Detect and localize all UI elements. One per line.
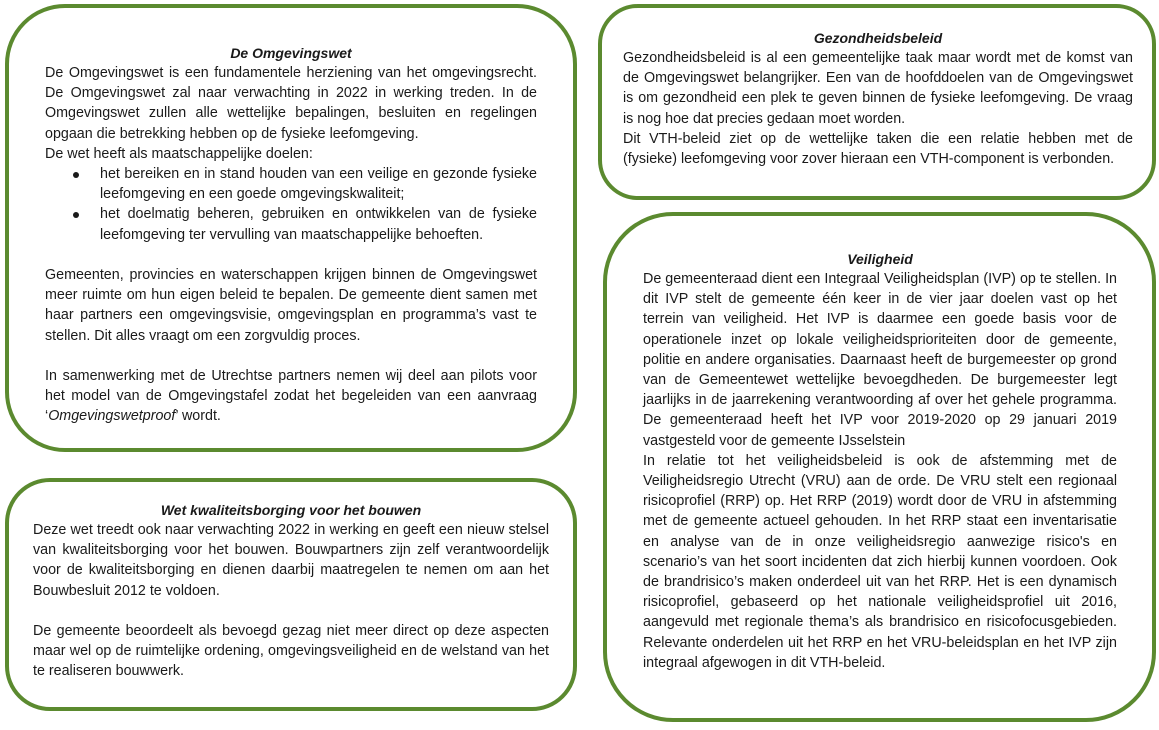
kwaliteitsborging-paragraph-2: De gemeente beoordeelt als bevoegd gezag niet meer direct op deze aspecten maar wel op de ruimtelijke ordening, omgevingsveiligheid en de welstand van het te realiseren bouwwerk. [33,623,549,680]
omgevingswet-intro: De Omgevingswet is een fundamentele herziening van het omgevingsrecht. De Omgevingswet zal naar verwachting in 2022 in werking treden. In de Omgevingswet zullen alle wettelijke bepalingen, besluiten en regelingen opgaan die betrekking hebben op de fysieke leefomgeving. [45,65,537,142]
gezondheidsbeleid-paragraph-2: Dit VTH-beleid ziet op de wettelijke taken die een relatie hebben met de (fysieke) leefomgeving voor zover hieraan een VTH-component is verbonden. [623,130,1133,168]
gezondheidsbeleid-title: Gezondheidsbeleid [813,30,943,46]
veiligheid-paragraph-2: In relatie tot het veiligheidsbeleid is ook de afstemming met de Veiligheidsregio Utrecht (VRU) aan de orde. De VRU stelt een regionaal risicoprofiel (RRP) op. Het RRP (2019) wordt door de VRU in afstemming met de gemeente actueel gehouden. In het RRP staat een inventarisatie en analyse van de in onze veiligheidsregio aanwezige risico's en scenario’s van het soort incidenten dat zich hierbij kunnen voordoen. Ook de brandrisico’s maken onderdeel uit van het RRP. Het is een dynamisch risicoprofiel, gebaseerd op het nationale veiligheidsprofiel uit 2016, aangevuld met regionale thema’s als brandrisico en risicofocusgebieden. Relevante onderdelen uit het RRP en het VRU-beleidsplan en het IVP zijn integraal afgewogen in dit VTH-beleid. [643,452,1117,671]
omgevingswet-paragraph-3 [45,366,537,427]
gezondheidsbeleid-paragraph-1: Gezondheidsbeleid is al een gemeentelijke taak maar wordt met de komst van de Omgevingswet belangrijker. Een van de hoofddoelen van de Omgevingswet is om gezondheid een plek te geven binnen de fysieke leefomgeving. De vraag is nog hoe dat precies gedaan moet worden. [623,50,1133,127]
paragraph-3-emphasis: Omgevingswetproof [48,408,176,425]
omgevingswet-goals-list [45,164,537,245]
omgevingswet-goals-lead: De wet heeft als maatschappelijke doelen: [45,145,313,162]
omgevingswet-paragraph-2: Gemeenten, provincies en waterschappen krijgen binnen de Omgevingswet meer ruimte om hun eigen beleid te bepalen. De gemeente dient samen met haar partners een omgevingsvisie, omgevingsplan en programma’s vast te stellen. Dit alles vraagt om een zorgvuldig proces. [45,267,537,344]
kwaliteitsborging-panel [5,478,577,711]
paragraph-3-start: In samenwerking met de Utrechtse partners nemen wij deel aan pilots voor het model van de Omgevingstafel zodat het begeleiden van een aanvraag ‘ [45,368,537,425]
goal-item: het bereiken en in stand houden van een veilige en gezonde fysieke leefomgeving en een goede omgevingskwaliteit; [100,164,537,204]
paragraph-3-end: ’ wordt. [175,408,221,425]
kwaliteitsborging-paragraph-1: Deze wet treedt ook naar verwachting 2022 in werking en geeft een nieuw stelsel van kwaliteitsborging voor het bouwen. Bouwpartners zijn zelf verantwoordelijk voor de kwaliteitsborging en dienen daarbij maatregelen te nemen om aan het Bouwbesluit 2012 te voldoen. [33,522,549,599]
goal-item: het doelmatig beheren, gebruiken en ontwikkelen van de fysieke leefomgeving ter vervulling van maatschappelijke behoeften. [100,204,537,244]
veiligheid-title: Veiligheid [847,251,913,267]
veiligheid-panel [603,212,1156,722]
veiligheid-paragraph-1: De gemeenteraad dient een Integraal Veiligheidsplan (IVP) op te stellen. In dit IVP stelt de gemeente één keer in de vier jaar doelen vast op het terrein van veiligheid. Het IVP is daarmee een goede basis voor de operationele inzet op lokale veiligheidsprioriteiten door de gemeente, politie en andere organisaties. Daarnaast heeft de burgemeester op grond van de Gemeentewet wettelijke bevoegdheden. De burgemeester legt jaarlijks in de jaarrekening verantwoording af over het gehele programma. De gemeenteraad heeft het IVP voor 2019-2020 op 29 januari 2019 vastgesteld voor de gemeente IJsselstein [643,271,1117,449]
gezondheidsbeleid-panel [598,4,1156,200]
omgevingswet-title: De Omgevingswet [230,45,352,61]
omgevingswet-panel [5,4,577,452]
kwaliteitsborging-title: Wet kwaliteitsborging voor het bouwen [160,502,422,518]
